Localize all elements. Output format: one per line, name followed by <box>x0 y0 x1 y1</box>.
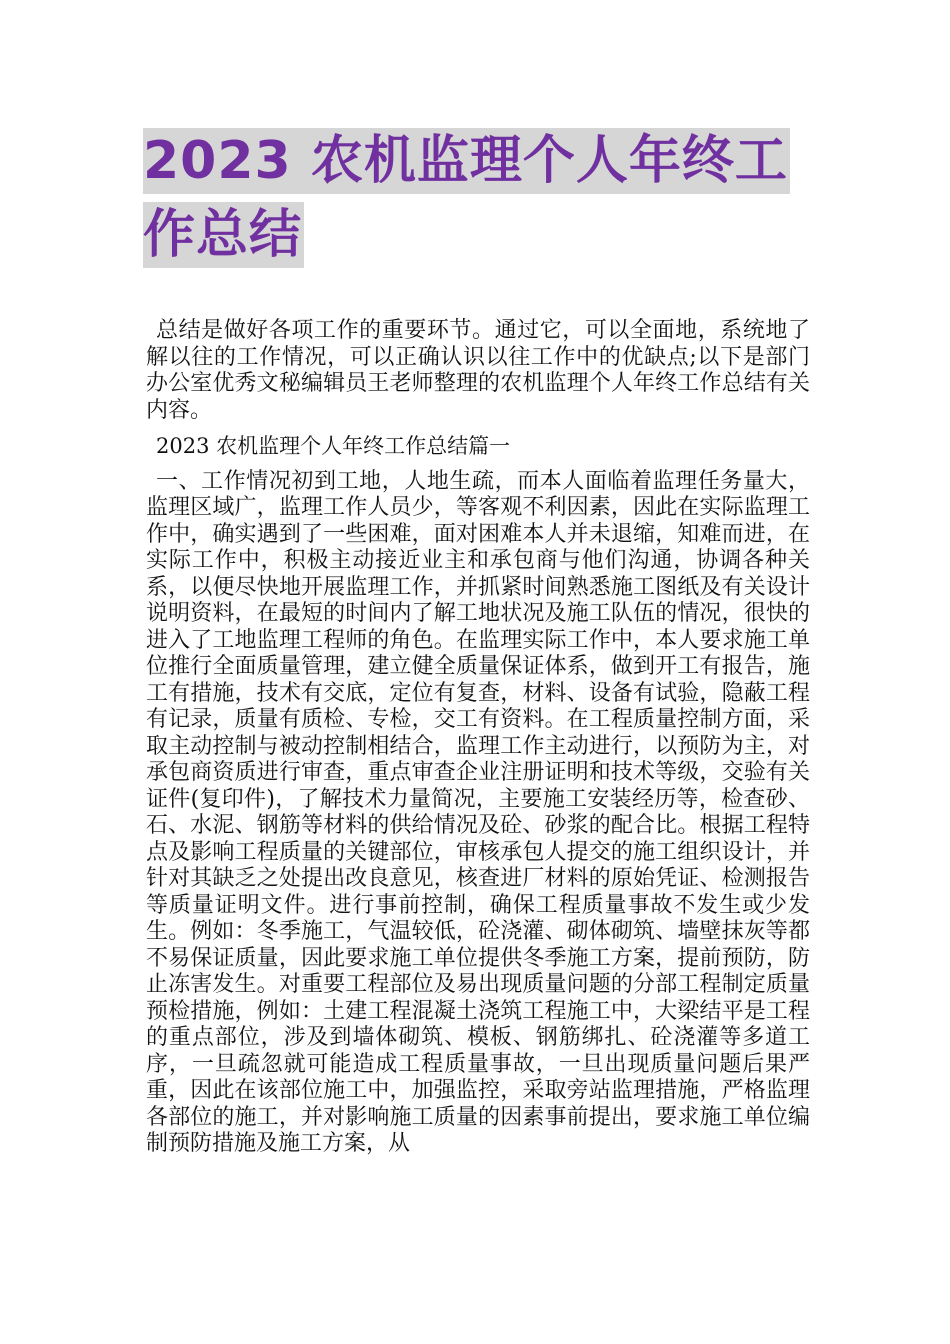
title-line-1: 2023 农机监理个人年终工 <box>143 128 790 194</box>
body-paragraph: 一、工作情况初到工地，人地生疏，而本人面临着监理任务量大，监理区域广，监理工作人员少，等客观不利因素，因此在实际监理工作中，确实遇到了一些困难，面对困难本人并未退缩，知难而进，在实际工作中，积极主动接近业主和承包商与他们沟通，协调各种关系，以便尽快地开展监理工作，并抓紧时间熟悉施工图纸及有关设计说明资料，在最短的时间内了解工地状况及施工队伍的情况，很快的进入了工地监理工程师的角色。在监理实际工作中，本人要求施工单位推行全面质量管理，建立健全质量保证体系，做到开工有报告，施工有措施，技术有交底，定位有复查，材料、设备有试验，隐蔽工程有记录，质量有质检、专检，交工有资料。在工程质量控制方面，采取主动控制与被动控制相结合，监理工作主动进行，以预防为主，对承包商资质进行审查，重点审查企业注册证明和技术等级，交验有关证件(复印件)，了解技术力量简况，主要施工安装经历等，检查砂、石、水泥、钢筋等材料的供给情况及砼、砂浆的配合比。根据工程特点及影响工程质量的关键部位，审核承包人提交的施工组织设计，并针对其缺乏之处提出改良意见，核查进厂材料的原始凭证、检测报告等质量证明文件。进行事前控制，确保工程质量事故不发生或少发生。例如：冬季施工，气温较低，砼浇灌、砌体砌筑、墙壁抹灰等都不易保证质量，因此要求施工单位提供冬季施工方案，提前预防，防止冻害发生。对重要工程部位及易出现质量问题的分部工程制定质量预检措施，例如：土建工程混凝土浇筑工程施工中，大梁结平是工程的重点部位，涉及到墙体砌筑、模板、钢筋绑扎、砼浇灌等多道工序，一旦疏忽就可能造成工程质量事故，一旦出现质量问题后果严重，因此在该部位施工中，加强监控，采取旁站监理措施，严格监理各部位的施工，并对影响施工质量的因素事前提出，要求施工单位编制预防措施及施工方案，从 <box>146 468 810 1156</box>
intro-paragraph: 总结是做好各项工作的重要环节。通过它，可以全面地，系统地了解以往的工作情况，可以正确认识以往工作中的优缺点;以下是部门办公室优秀文秘编辑员王老师整理的农机监理个人年终工作总结有关内容。 <box>146 318 810 423</box>
section-heading: 2023 农机监理个人年终工作总结篇一 <box>156 434 511 458</box>
document-title <box>143 128 808 268</box>
document-body <box>146 318 810 1158</box>
title-line-2: 作总结 <box>143 202 304 268</box>
